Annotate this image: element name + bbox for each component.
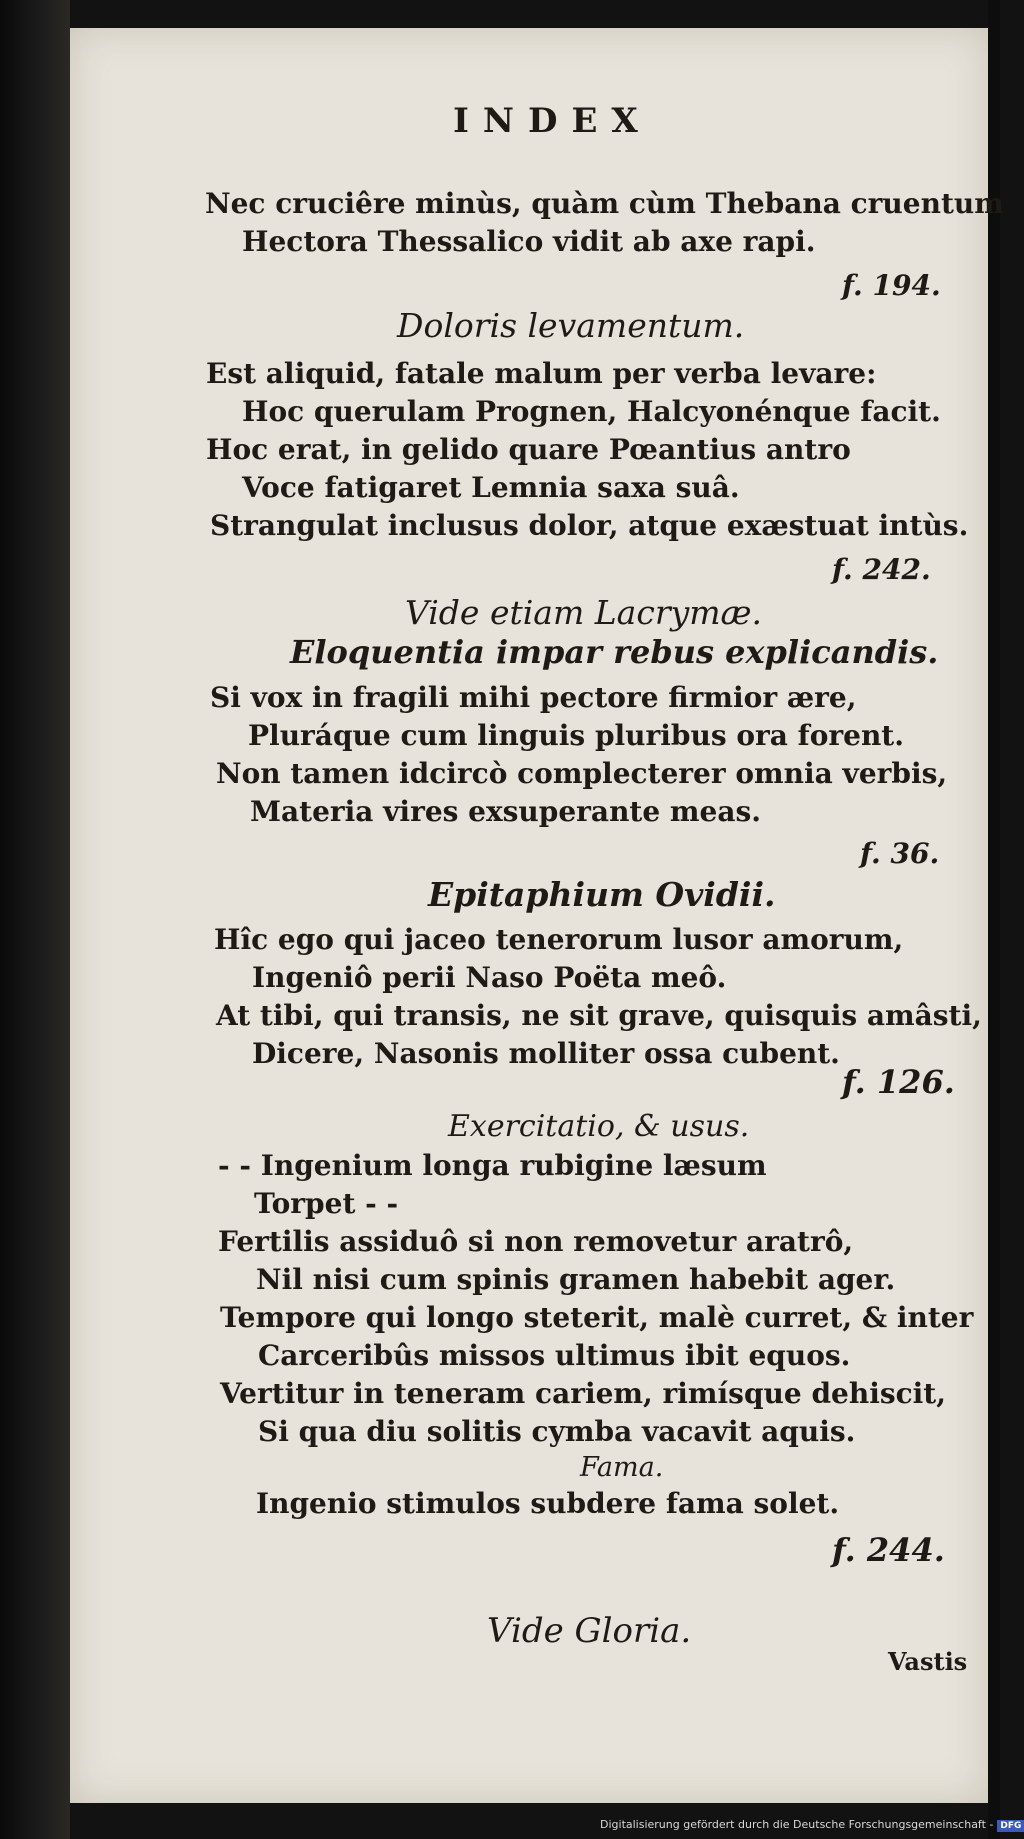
verse-line: Carceribûs missos ultimus ibit equos.	[258, 1339, 851, 1372]
verse-line: Nec cruciêre minùs, quàm cùm Thebana cruentum	[205, 187, 1004, 220]
section-heading: Exercitatio, & usus.	[448, 1109, 750, 1144]
cross-reference: Vide etiam Lacrymæ.	[405, 593, 763, 632]
verse-line: Nil nisi cum spinis gramen habebit ager.	[256, 1263, 896, 1296]
verse-line: Fertilis assiduô si non removetur aratrô,	[218, 1225, 854, 1258]
folio-reference: f. 194.	[842, 269, 941, 302]
section-heading: Eloquentia impar rebus explicandis.	[290, 633, 939, 671]
folio-reference: f. 36.	[860, 837, 940, 870]
verse-line: - - Ingenium longa rubigine læsum	[218, 1149, 767, 1182]
verse-line: Non tamen idcircò complecterer omnia verbis,	[216, 757, 948, 790]
digitization-credit	[600, 1818, 1024, 1832]
catchword: Vastis	[888, 1647, 968, 1676]
verse-line: Est aliquid, fatale malum per verba levare:	[206, 357, 877, 390]
verse-line: Pluráque cum linguis pluribus ora forent.	[248, 719, 904, 752]
verse-line: Tempore qui longo steterit, malè curret, & inter	[220, 1301, 974, 1334]
verse-line: Ingeniô perii Naso Poëta meô.	[252, 961, 727, 994]
verse-line: Voce fatigaret Lemnia saxa suâ.	[242, 471, 740, 504]
verse-line: Si vox in fragili mihi pectore firmior ære,	[210, 681, 857, 714]
verse-line: Ingenio stimulos subdere fama solet.	[256, 1487, 840, 1520]
credit-text: Digitalisierung gefördert durch die Deutsche Forschungsgemeinschaft -	[600, 1818, 994, 1831]
verse-line: Hoc erat, in gelido quare Pœantius antro	[206, 433, 851, 466]
verse-line: Materia vires exsuperante meas.	[250, 795, 762, 828]
verse-line: Vertitur in teneram cariem, rimísque dehiscit,	[220, 1377, 946, 1410]
book-spine	[0, 0, 70, 1839]
subheading: Fama.	[580, 1452, 664, 1483]
verse-line: Hoc querulam Prognen, Halcyonénque facit.	[242, 395, 941, 428]
verse-line: At tibi, qui transis, ne sit grave, quisquis amâsti,	[216, 999, 982, 1032]
folio-reference: f. 244.	[832, 1531, 945, 1569]
verse-line: Torpet - -	[254, 1187, 399, 1220]
section-heading: Epitaphium Ovidii.	[428, 875, 776, 914]
verse-line: Dicere, Nasonis molliter ossa cubent.	[252, 1037, 840, 1070]
verse-line: Si qua diu solitis cymba vacavit aquis.	[258, 1415, 856, 1448]
verse-line: Hectora Thessalico vidit ab axe rapi.	[242, 225, 816, 258]
folio-reference: f. 242.	[832, 553, 931, 586]
page-title: INDEX	[453, 101, 652, 141]
dfg-logo: DFG	[997, 1820, 1024, 1832]
scan-edge	[988, 0, 1000, 1839]
section-heading: Doloris levamentum.	[397, 306, 745, 345]
folio-reference: f. 126.	[842, 1063, 955, 1101]
cross-reference: Vide Gloria.	[487, 1611, 692, 1651]
verse-line: Strangulat inclusus dolor, atque exæstuat intùs.	[210, 509, 969, 542]
verse-line: Hîc ego qui jaceo tenerorum lusor amorum,	[214, 923, 904, 956]
